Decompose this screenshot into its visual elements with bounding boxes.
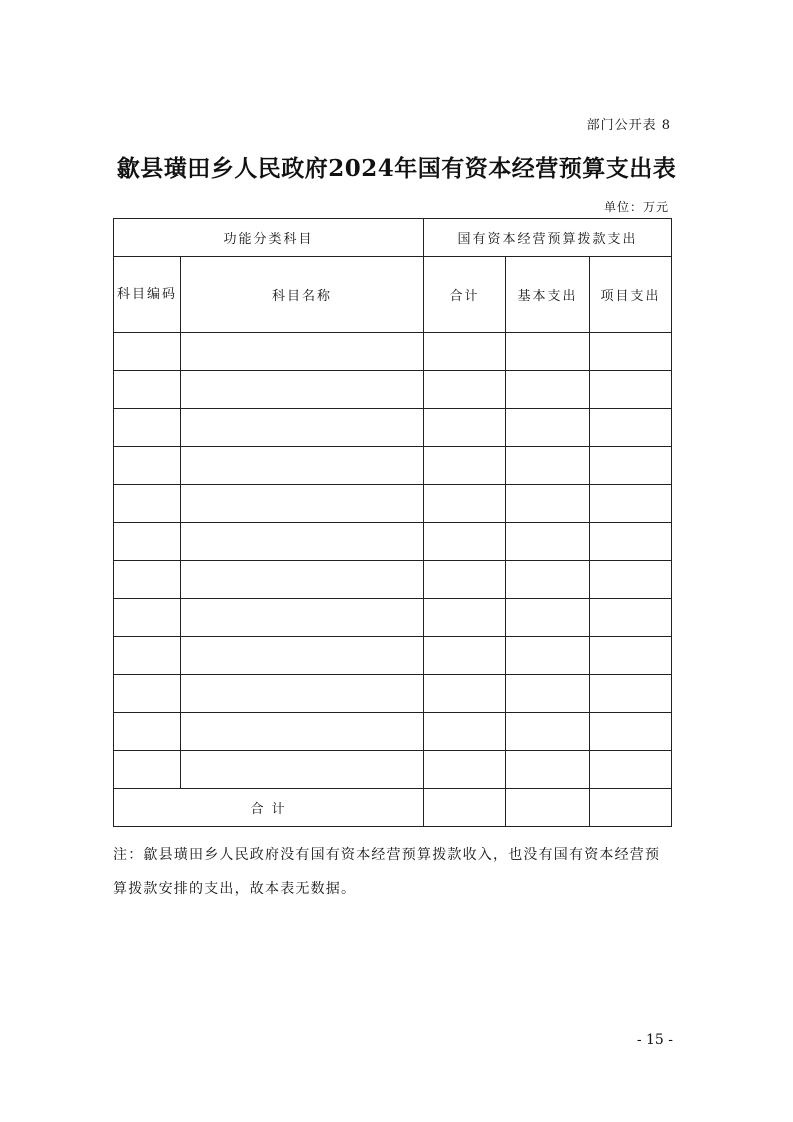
table-cell-project [590,599,672,637]
table-cell-total [424,675,506,713]
table-cell-total [424,333,506,371]
function-category-header: 功能分类科目 [114,219,424,257]
table-cell-code [114,333,181,371]
footnote: 注：歙县璜田乡人民政府没有国有资本经营预算拨款收入，也没有国有资本经营预算拨款安排的支出，故本表无数据。 [113,847,661,897]
table-cell-code [114,713,181,751]
table-body [114,333,672,789]
table-cell-basic [506,485,590,523]
table-cell-code [114,409,181,447]
table-cell-total [424,599,506,637]
table-row [114,485,672,523]
table-cell-basic [506,637,590,675]
table-cell-name [181,409,424,447]
table-cell-code [114,637,181,675]
project-column-header: 项目支出 [590,257,672,333]
table-cell-code [114,675,181,713]
table-cell-total [424,371,506,409]
table-cell-project [590,675,672,713]
table-cell-code [114,751,181,789]
total-row-total [424,789,506,827]
table-row [114,751,672,789]
table-cell-code [114,447,181,485]
table-cell-project [590,637,672,675]
table-cell-total [424,637,506,675]
header-row-columns [114,257,672,333]
name-column-header: 科目名称 [181,257,424,333]
table-cell-total [424,751,506,789]
table-cell-code [114,523,181,561]
table-cell-project [590,447,672,485]
page-title: 歙县璜田乡人民政府2024年国有资本经营预算支出表 [116,155,677,182]
table-cell-project [590,409,672,447]
table-row [114,371,672,409]
table-row [114,447,672,485]
table-row [114,599,672,637]
capital-expenditure-header: 国有资本经营预算拨款支出 [424,219,672,257]
basic-column-header: 基本支出 [506,257,590,333]
table-cell-basic [506,599,590,637]
total-column-header: 合计 [424,257,506,333]
table-cell-total [424,485,506,523]
total-row-project [590,789,672,827]
table-cell-name [181,713,424,751]
table-cell-code [114,561,181,599]
table-cell-name [181,637,424,675]
table-cell-name [181,485,424,523]
table-cell-basic [506,371,590,409]
table-cell-basic [506,713,590,751]
table-cell-basic [506,333,590,371]
table-cell-basic [506,409,590,447]
table-cell-project [590,561,672,599]
table-cell-basic [506,561,590,599]
total-row-basic [506,789,590,827]
unit-label: 单位：万元 [603,200,669,214]
table-cell-total [424,447,506,485]
table-row [114,409,672,447]
table-cell-name [181,675,424,713]
table-cell-name [181,523,424,561]
table-row [114,333,672,371]
table-cell-project [590,713,672,751]
table-cell-name [181,751,424,789]
budget-table [113,218,672,827]
table-cell-code [114,371,181,409]
total-row-label: 合 计 [114,789,424,827]
table-cell-project [590,485,672,523]
table-cell-code [114,599,181,637]
table-row [114,713,672,751]
table-cell-total [424,409,506,447]
table-cell-total [424,713,506,751]
table-cell-basic [506,675,590,713]
table-cell-name [181,333,424,371]
page-label: 部门公开表 8 [586,118,671,133]
total-row [114,789,672,827]
table-cell-name [181,371,424,409]
table-cell-name [181,447,424,485]
table-cell-project [590,371,672,409]
table-cell-code [114,485,181,523]
table-cell-name [181,599,424,637]
header-row-groups [114,219,672,257]
page-number: - 15 - [636,1032,673,1048]
table-cell-basic [506,447,590,485]
table-row [114,637,672,675]
table-cell-project [590,333,672,371]
code-column-header: 科目编码 [114,257,181,333]
table-cell-basic [506,751,590,789]
table-row [114,675,672,713]
table-cell-project [590,751,672,789]
table-cell-name [181,561,424,599]
table-row [114,523,672,561]
table-cell-basic [506,523,590,561]
table-cell-total [424,561,506,599]
table-cell-total [424,523,506,561]
table-cell-project [590,523,672,561]
table-row [114,561,672,599]
